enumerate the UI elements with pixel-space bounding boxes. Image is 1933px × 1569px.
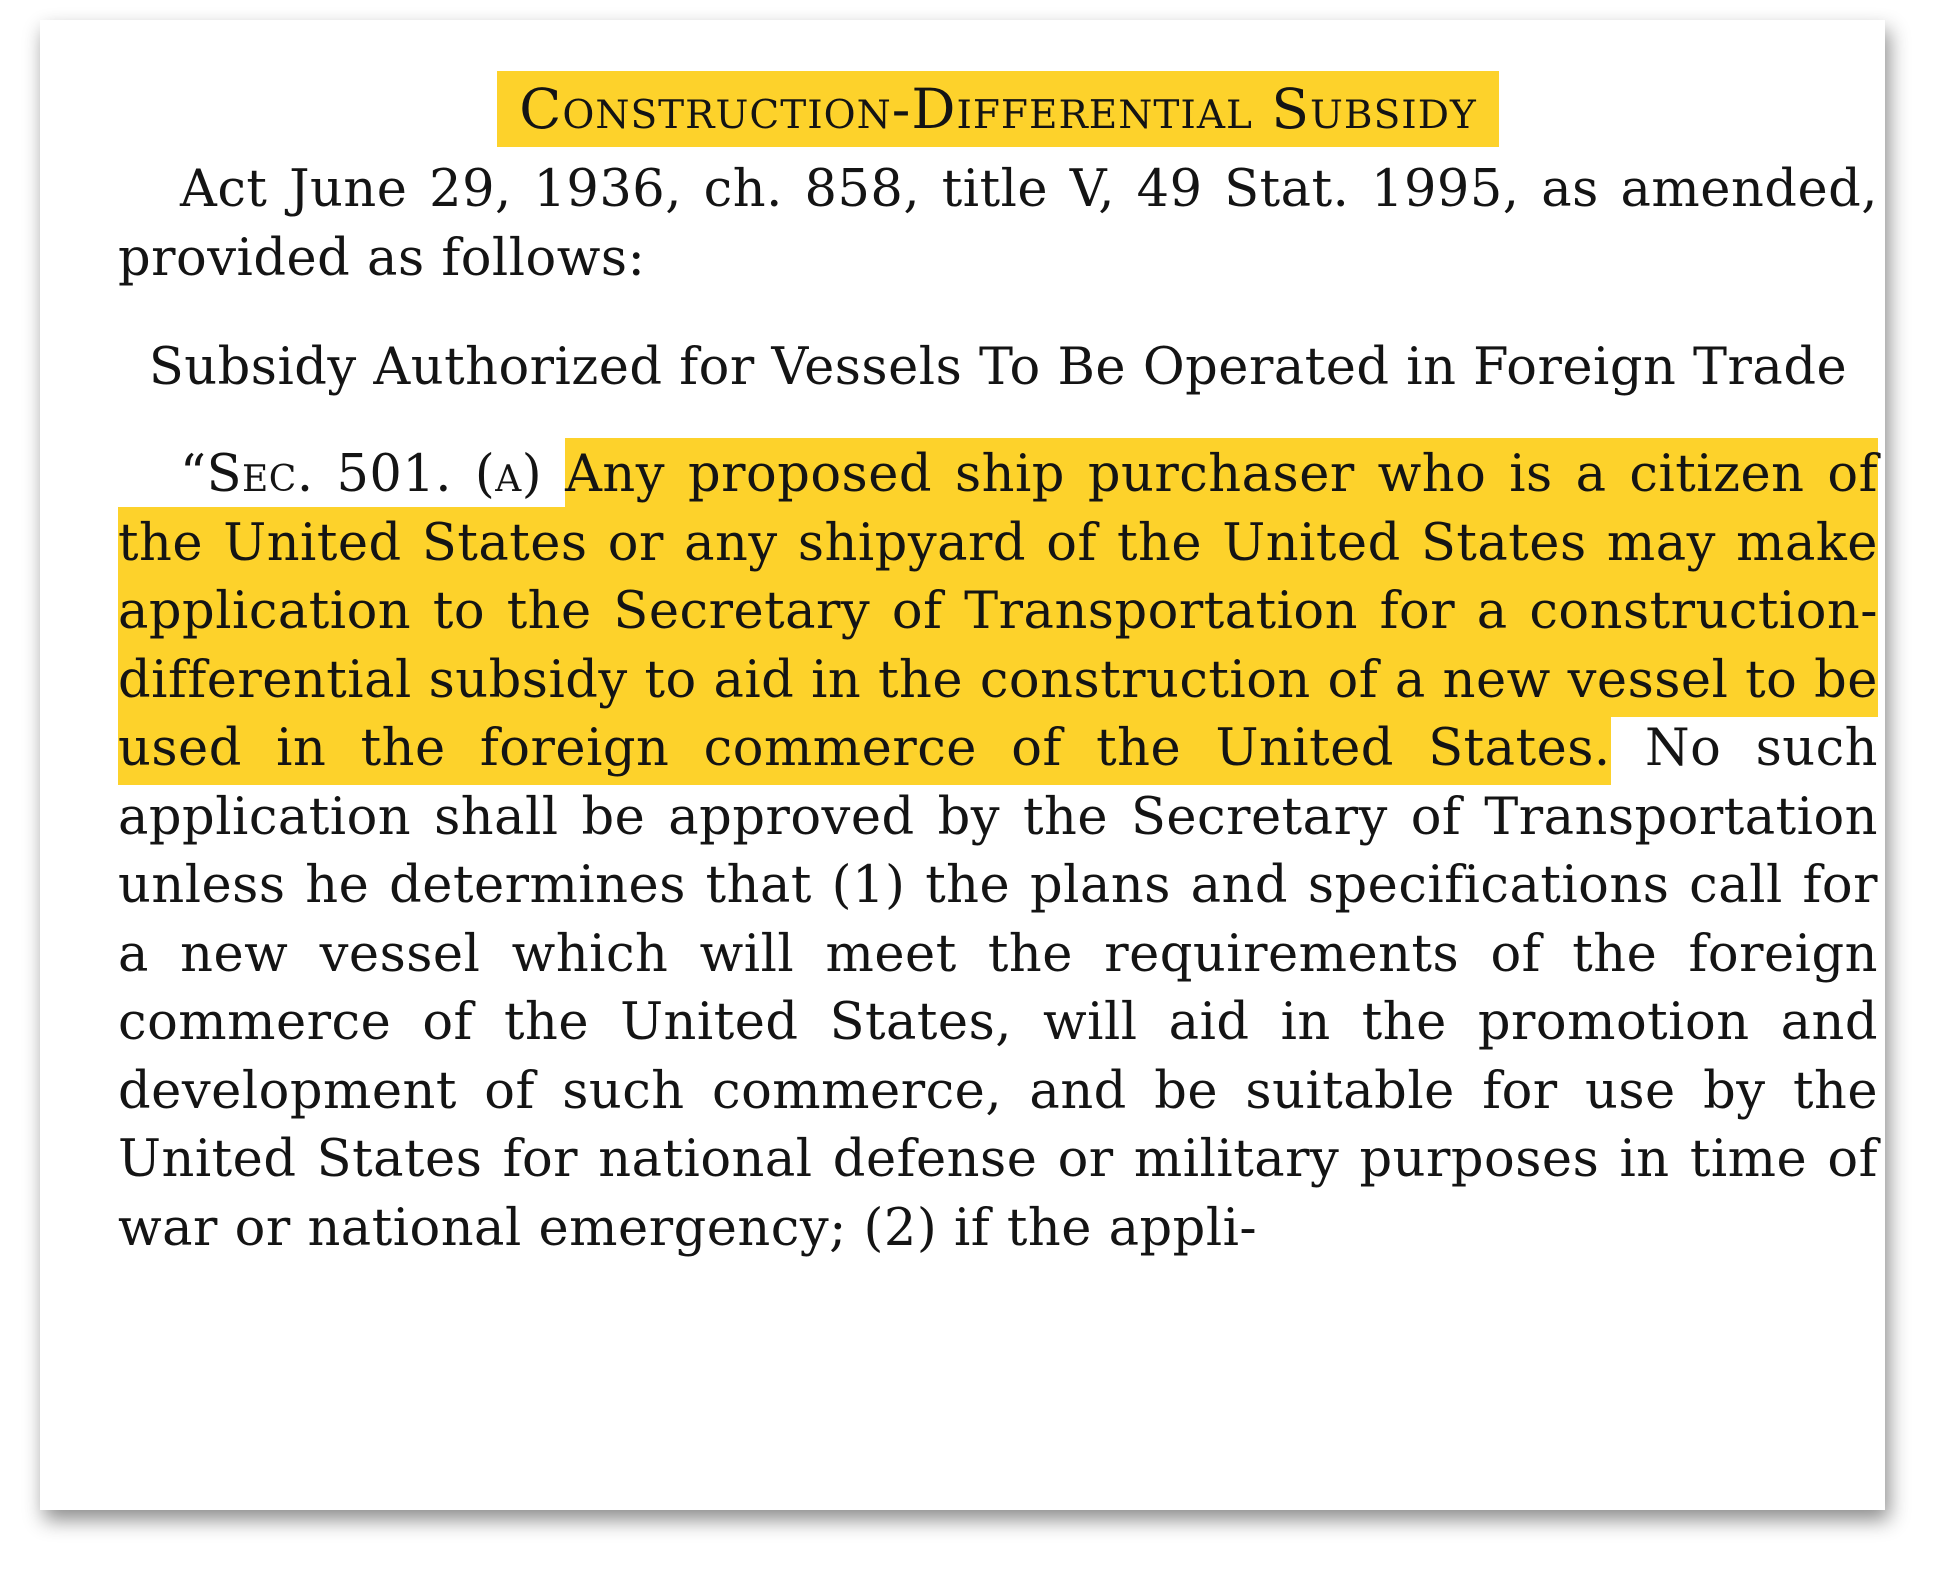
highlighted-passage: Any proposed ship purchaser who is a citizen of the United States or any shipyard of the United States may make application to the Secretary of Transportation for a construction-differential subsidy to aid in the construction of a new vessel to be used in the foreign commerce of the United States. <box>118 438 1878 785</box>
intro-paragraph: Act June 29, 1936, ch. 858, title V, 49 Stat. 1995, as amended, provided as follows: <box>118 160 1878 288</box>
document-clipping <box>40 20 1885 1510</box>
document-body <box>118 68 1878 1263</box>
section-remaining-text: No such application shall be approved by the Secretary of Transportation unless he determines that (1) the plans and specifications call for a new vessel which will meet the requirements of the foreign commerce of the United States, will aid in the promotion and development of such commerce, and be suitable for use by the United States for national defense or military purposes in time of war or national emergency; (2) if the appli- <box>118 719 1879 1258</box>
document-heading <box>118 68 1878 150</box>
section-paragraph <box>118 441 1878 1263</box>
section-subheading: Subsidy Authorized for Vessels To Be Operated in Foreign Trade <box>148 338 1848 397</box>
section-label: “Sec. 501. (a) <box>180 445 543 504</box>
heading-highlight: Construction-Differential Subsidy <box>497 71 1498 147</box>
